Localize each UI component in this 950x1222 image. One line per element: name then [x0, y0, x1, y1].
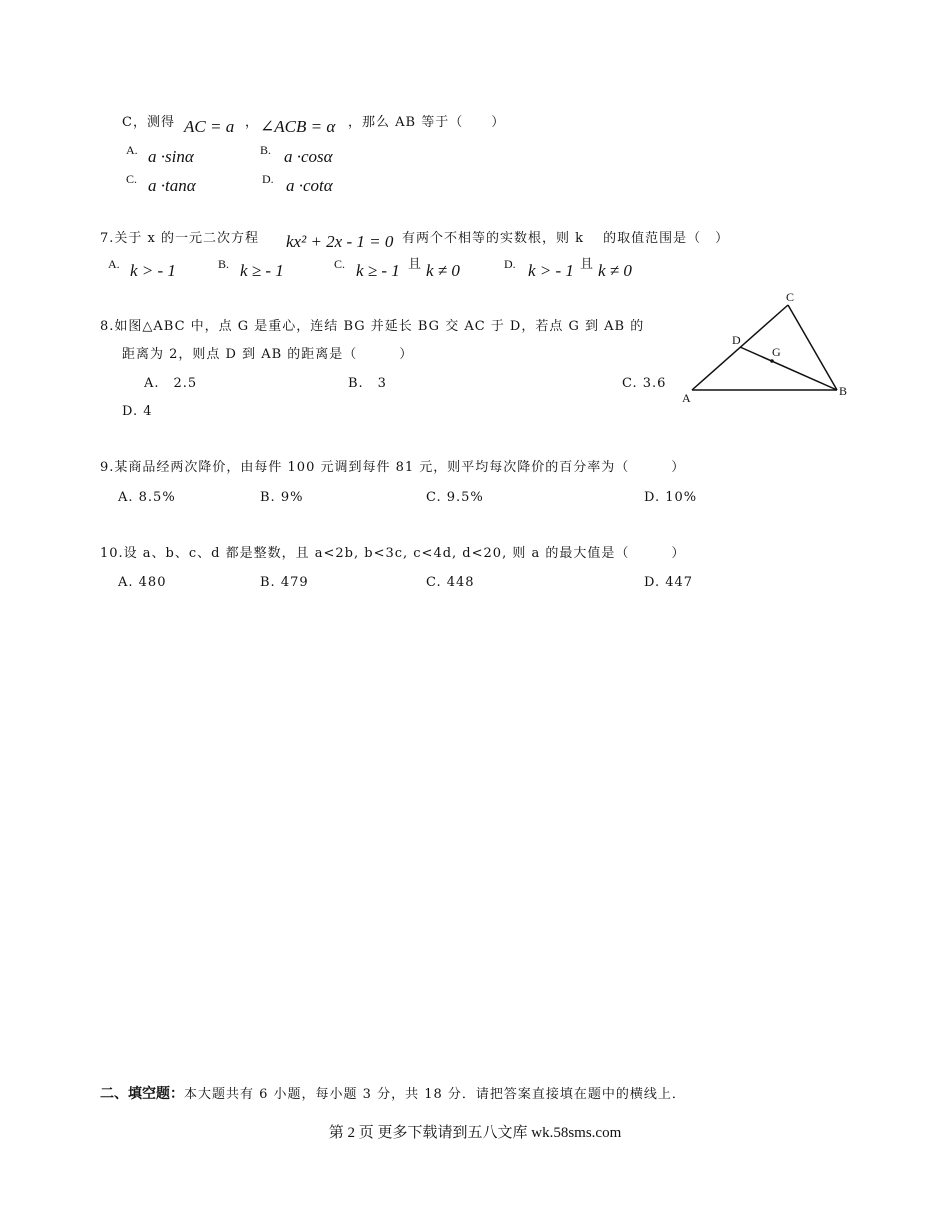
q7-option-d-label: D.: [504, 257, 516, 271]
q8-line2: 距离为 2，则点 D 到 AB 的距离是（ ）: [122, 347, 414, 362]
q6c-eq2: ∠ACB = α: [260, 117, 336, 136]
label-b: B: [839, 384, 848, 398]
q7-option-a-label: A.: [108, 257, 120, 271]
q10-option-c: C. 448: [426, 575, 475, 590]
q6c-sep: ，: [245, 115, 260, 130]
q7-prefix: 7.关于 x 的一元二次方程: [100, 231, 259, 246]
q6-option-a-expr: a ·sinα: [148, 147, 194, 166]
q6c-suffix: ，那么 AB 等于（ ）: [348, 115, 506, 130]
label-a: A: [682, 391, 691, 405]
q8-option-d: D. 4: [122, 404, 153, 419]
q7-option-d-expr: k > - 1: [528, 261, 574, 280]
page-footer: 第 2 页 更多下载请到五八文库 wk.58sms.com: [328, 1125, 622, 1141]
label-d: D: [732, 333, 741, 347]
q6-option-c-expr: a ·tanα: [148, 176, 196, 195]
q6c-prefix: C，测得: [122, 115, 175, 130]
q8-line1: 8.如图△ABC 中，点 G 是重心，连结 BG 并延长 BG 交 AC 于 D，若点 G 到 AB 的: [100, 319, 645, 334]
q9-option-c: C. 9.5%: [426, 490, 484, 505]
q9-option-d: D. 10%: [644, 490, 698, 505]
section2-heading: 二、填空题：: [100, 1086, 184, 1102]
label-g: G: [772, 345, 781, 359]
q8-option-a: A. 2.5: [144, 376, 198, 391]
q7-option-d-expr2: k ≠ 0: [598, 261, 632, 280]
q6-option-d-expr: a ·cotα: [286, 176, 333, 195]
q9-option-a: A. 8.5%: [118, 490, 176, 505]
q6-option-d-label: D.: [262, 172, 274, 186]
q6-option-c-label: C.: [126, 172, 138, 186]
q8-option-c: C. 3.6: [622, 376, 667, 391]
q7-equation: kx² + 2x - 1 = 0: [286, 232, 394, 251]
q6-option-b-expr: a ·cosα: [284, 147, 333, 166]
q7-option-c-expr2: k ≠ 0: [426, 261, 460, 280]
triangle-figure: [680, 288, 850, 408]
q10-option-d: D. 447: [644, 575, 694, 590]
q7-option-a-expr: k > - 1: [130, 261, 176, 280]
q7-option-b-label: B.: [218, 257, 230, 271]
q7-suffix: 有两个不相等的实数根，则 k 的取值范围是（ ）: [402, 231, 730, 246]
q7-option-c-label: C.: [334, 257, 346, 271]
section2: [100, 1087, 686, 1101]
q8-option-b: B. 3: [348, 376, 387, 391]
section2-text: 本大题共有 6 小题，每小题 3 分，共 18 分．请把答案直接填在题中的横线上．: [184, 1087, 686, 1102]
q7-option-b-expr: k ≥ - 1: [240, 261, 284, 280]
q6c-eq1: AC = a: [184, 117, 235, 136]
q7-option-c-expr: k ≥ - 1: [356, 261, 400, 280]
label-c: C: [786, 290, 795, 304]
q10-option-b: B. 479: [260, 575, 309, 590]
q10-option-a: A. 480: [118, 575, 167, 590]
point-g: [770, 359, 774, 363]
q6-option-a-label: A.: [126, 143, 138, 157]
q7-option-d-join: 且: [580, 257, 595, 272]
side-bc: [788, 305, 837, 390]
q6-option-b-label: B.: [260, 143, 272, 157]
q9-line: 9.某商品经两次降价，由每件 100 元调到每件 81 元，则平均每次降价的百分率为（ ）: [100, 460, 686, 475]
q9-option-b: B. 9%: [260, 490, 304, 505]
q7-option-c-join: 且: [408, 257, 423, 272]
segment-bd: [740, 347, 837, 390]
q10-line: 10.设 a、b、c、d 都是整数，且 a<2b, b<3c, c<4d, d<20, 则 a 的最大值是（ ）: [100, 546, 686, 561]
